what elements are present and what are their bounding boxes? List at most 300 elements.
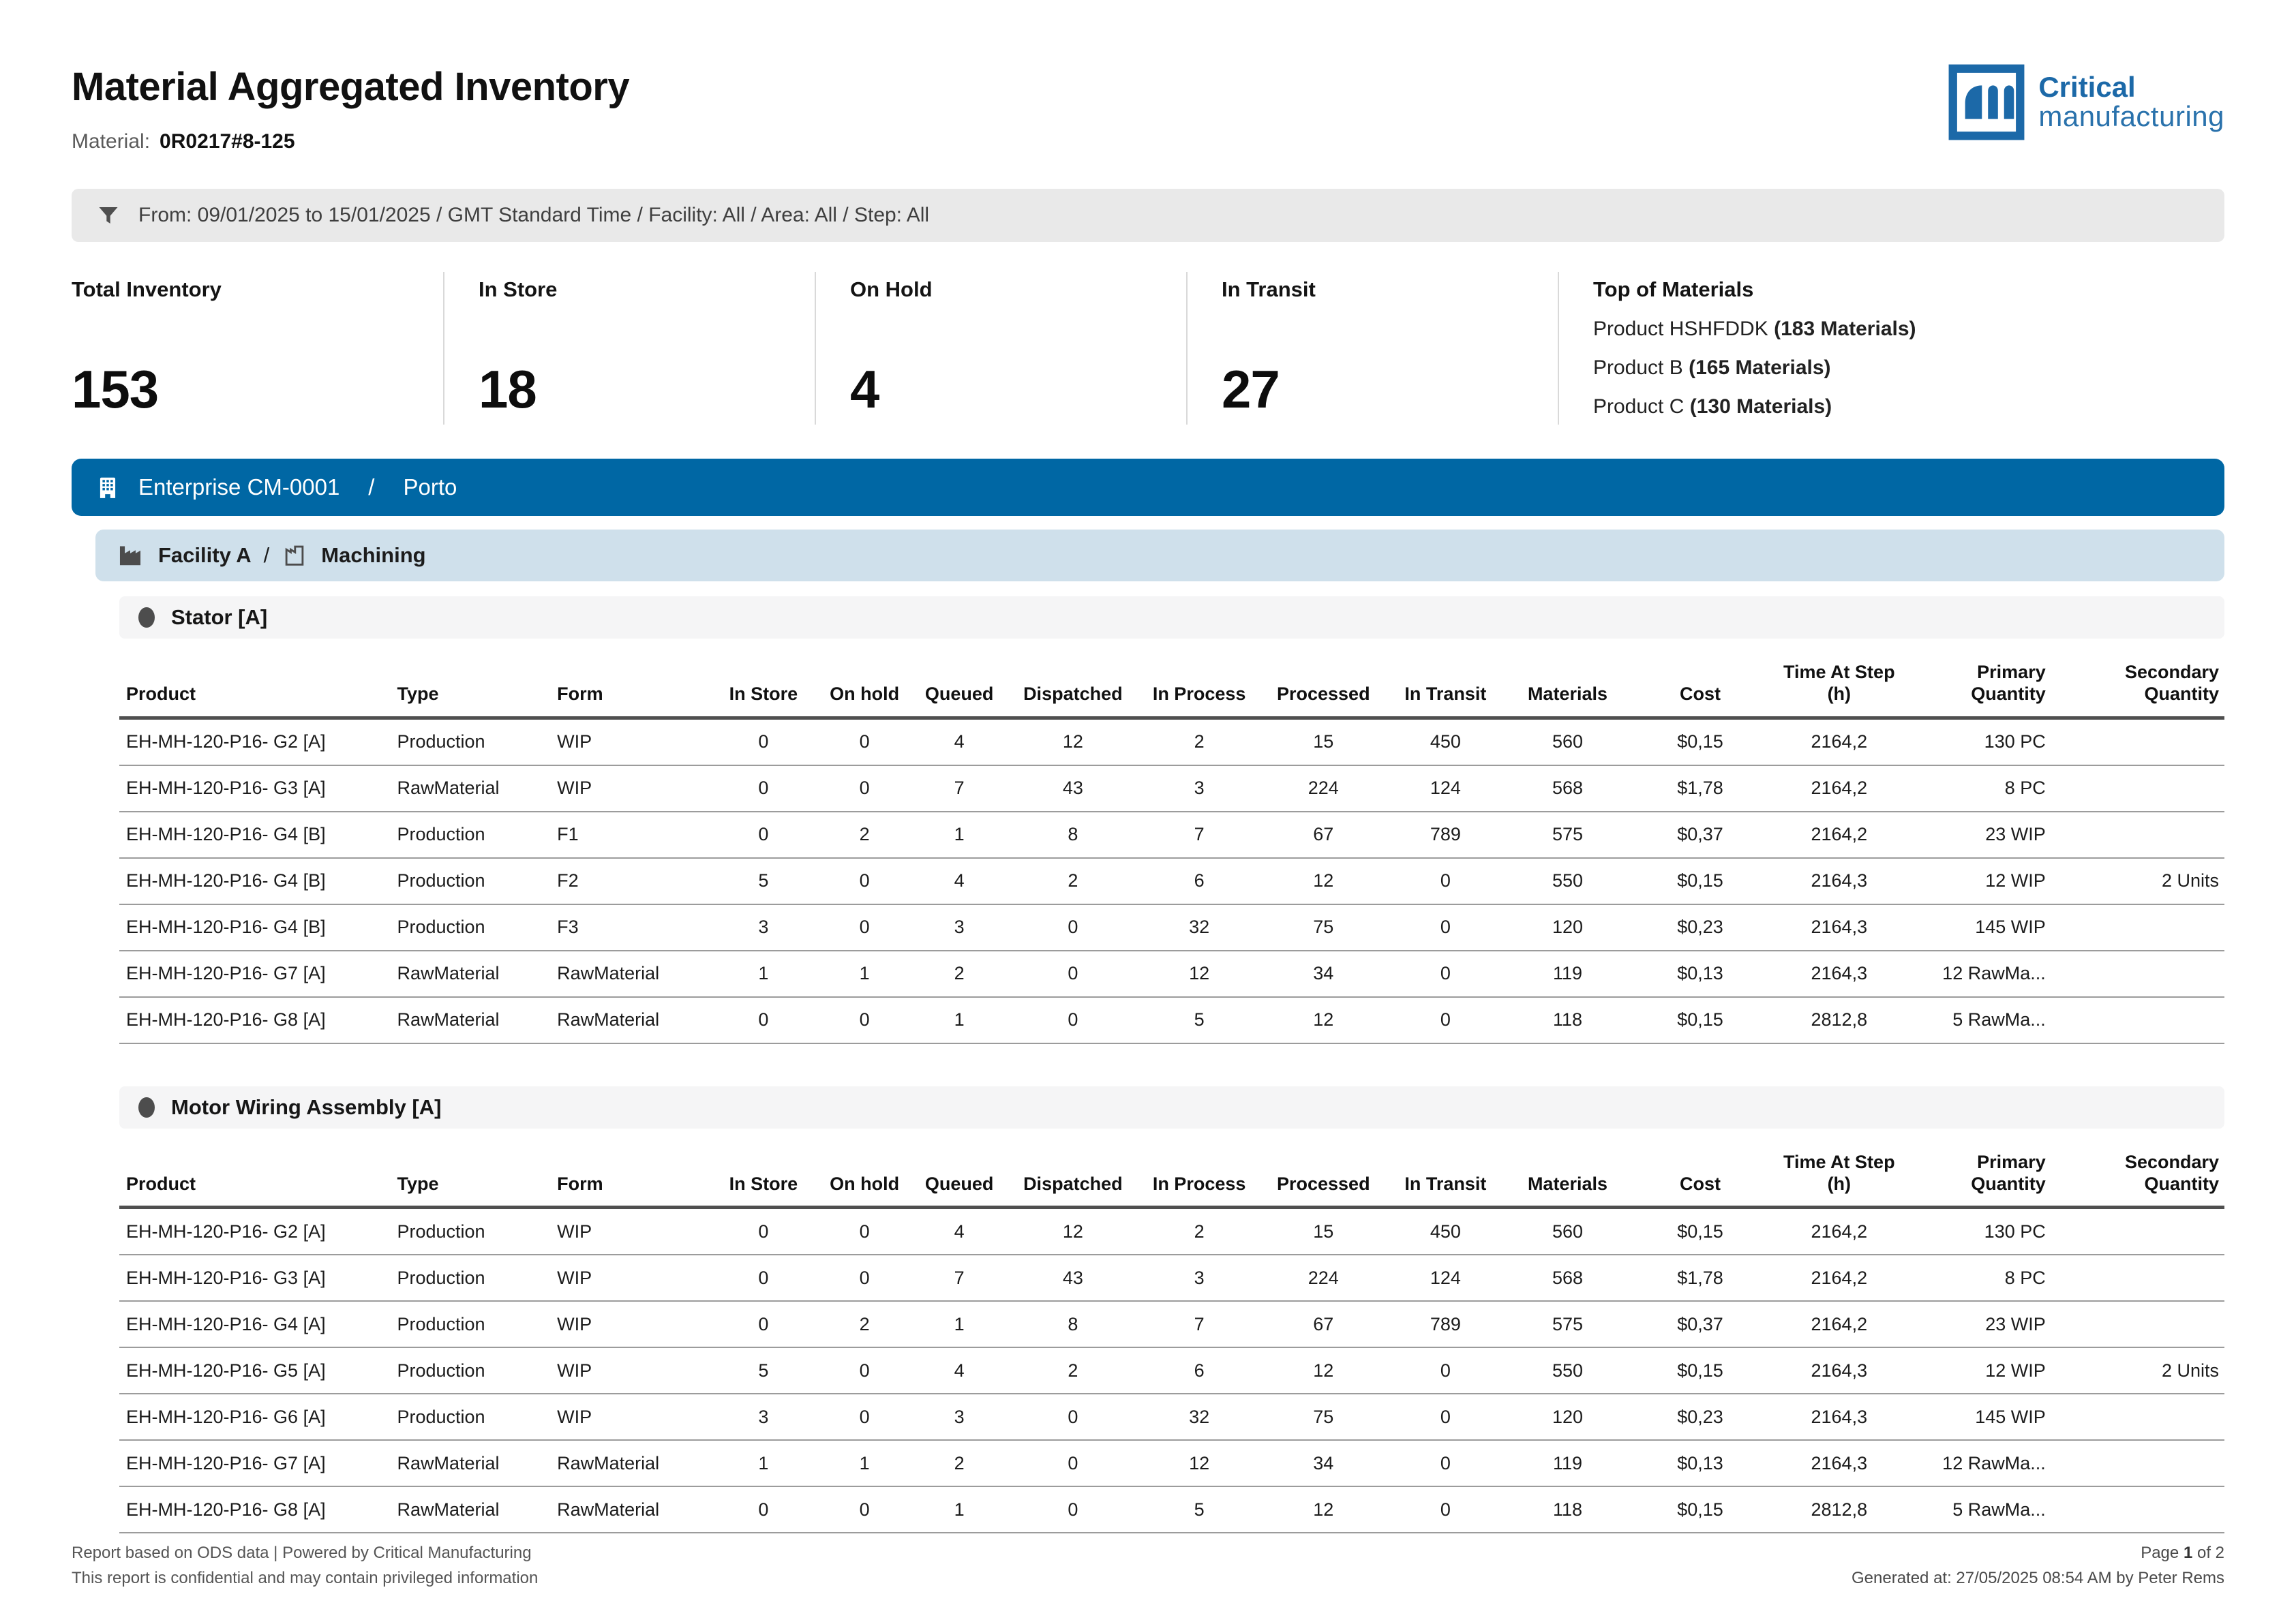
material-line (72, 130, 629, 153)
table-cell: 1 (911, 1301, 1008, 1347)
table-cell: 2 (818, 812, 911, 858)
table-cell: F1 (553, 812, 709, 858)
table-cell (2077, 1440, 2224, 1486)
footer-right (1852, 1540, 2224, 1591)
table-cell: 6 (1138, 1347, 1260, 1394)
table-cell: 5 (709, 1347, 819, 1394)
table-cell: 0 (709, 1486, 819, 1533)
table-cell: 560 (1505, 1208, 1631, 1255)
column-header: On hold (818, 1129, 911, 1208)
table-cell: EH-MH-120-P16- G4 [A] (119, 1301, 393, 1347)
table-cell: 2164,3 (1770, 1394, 1909, 1440)
table-cell (2077, 812, 2224, 858)
summary-card-total-inventory (72, 272, 443, 425)
section-title: Motor Wiring Assembly [A] (171, 1095, 442, 1119)
table-cell: Production (393, 812, 553, 858)
column-header: Form (553, 1129, 709, 1208)
table-cell: 2164,3 (1770, 858, 1909, 904)
table-cell: 12 (1138, 1440, 1260, 1486)
summary-row (72, 272, 2224, 425)
table-cell: 3 (911, 904, 1008, 951)
table-cell: 0 (1387, 858, 1505, 904)
table-cell: 67 (1260, 1301, 1387, 1347)
table-cell: 0 (1387, 904, 1505, 951)
filter-text: From: 09/01/2025 to 15/01/2025 / GMT Standard Time / Facility: All / Area: All / Step: All (138, 204, 930, 226)
table-cell: $0,23 (1631, 1394, 1770, 1440)
area-name: Machining (321, 543, 426, 567)
table-row (119, 812, 2224, 858)
table-cell: $1,78 (1631, 1255, 1770, 1301)
table-cell: 0 (1387, 1486, 1505, 1533)
table-cell: 0 (1008, 904, 1138, 951)
column-header: Cost (1631, 639, 1770, 718)
table-cell: 43 (1008, 1255, 1138, 1301)
table-cell (2077, 1486, 2224, 1533)
table-cell: 450 (1387, 1208, 1505, 1255)
table-cell: $0,37 (1631, 1301, 1770, 1347)
table-cell: WIP (553, 1347, 709, 1394)
table-cell: 0 (1008, 1486, 1138, 1533)
table-row (119, 951, 2224, 997)
table-cell: 8 PC (1909, 765, 2077, 812)
table-row (119, 1301, 2224, 1347)
table-row (119, 718, 2224, 765)
area-icon (282, 542, 307, 568)
table-cell: 15 (1260, 718, 1387, 765)
critical-manufacturing-logo-icon (1948, 64, 2025, 140)
table-cell: 130 PC (1909, 1208, 2077, 1255)
table-cell: EH-MH-120-P16- G8 [A] (119, 997, 393, 1043)
table-cell: EH-MH-120-P16- G4 [B] (119, 904, 393, 951)
table-cell: 2 Units (2077, 1347, 2224, 1394)
table-cell: 12 RawMa... (1909, 1440, 2077, 1486)
table-cell (2077, 997, 2224, 1043)
column-header: Secondary Quantity (2077, 639, 2224, 718)
table-cell: EH-MH-120-P16- G7 [A] (119, 951, 393, 997)
table-cell: 450 (1387, 718, 1505, 765)
table-cell: 560 (1505, 718, 1631, 765)
table-row (119, 997, 2224, 1043)
table-row (119, 1394, 2224, 1440)
section-bullet-icon (138, 1097, 155, 1118)
table-cell: 12 (1260, 1347, 1387, 1394)
column-header: In Process (1138, 639, 1260, 718)
table-cell: 2 (911, 1440, 1008, 1486)
filter-bar (72, 189, 2224, 242)
table-cell: $0,15 (1631, 997, 1770, 1043)
table-cell: 12 RawMa... (1909, 951, 2077, 997)
column-header: Cost (1631, 1129, 1770, 1208)
report-footer (72, 1540, 2224, 1591)
material-label: Material: (72, 130, 151, 153)
company-logo (1948, 64, 2224, 140)
table-cell: 575 (1505, 1301, 1631, 1347)
table-cell: Production (393, 1394, 553, 1440)
table-header-row (119, 639, 2224, 718)
table-cell: $0,37 (1631, 812, 1770, 858)
column-header: Dispatched (1008, 639, 1138, 718)
table-cell: 0 (818, 1486, 911, 1533)
table-cell: 12 (1138, 951, 1260, 997)
column-header: In Transit (1387, 1129, 1505, 1208)
table-cell: 118 (1505, 1486, 1631, 1533)
table-cell: 2 (1138, 718, 1260, 765)
column-header: Time At Step (h) (1770, 639, 1909, 718)
table-cell: 2 (1008, 1347, 1138, 1394)
table-cell: 568 (1505, 765, 1631, 812)
table-cell: Production (393, 1347, 553, 1394)
table-cell: 8 (1008, 812, 1138, 858)
table-cell: Production (393, 904, 553, 951)
table-cell: 12 (1008, 718, 1138, 765)
table-cell: 2 (1008, 858, 1138, 904)
table-cell: 12 (1260, 1486, 1387, 1533)
column-header: In Process (1138, 1129, 1260, 1208)
table-cell: 2164,3 (1770, 904, 1909, 951)
table-cell: 12 (1260, 997, 1387, 1043)
table-cell: RawMaterial (553, 997, 709, 1043)
table-cell: EH-MH-120-P16- G6 [A] (119, 1394, 393, 1440)
table-cell: 2 Units (2077, 858, 2224, 904)
table-cell: $1,78 (1631, 765, 1770, 812)
table-cell: RawMaterial (393, 951, 553, 997)
table-cell: 145 WIP (1909, 1394, 2077, 1440)
enterprise-bar (72, 459, 2224, 516)
table-cell: 0 (1387, 1394, 1505, 1440)
table-cell: 0 (1387, 951, 1505, 997)
table-cell: 2164,2 (1770, 1255, 1909, 1301)
table-cell: 2 (911, 951, 1008, 997)
table-cell: 0 (818, 1394, 911, 1440)
table-cell: F2 (553, 858, 709, 904)
table-cell: F3 (553, 904, 709, 951)
summary-label: In Transit (1222, 277, 1316, 301)
column-header: Processed (1260, 639, 1387, 718)
table-cell: 7 (1138, 812, 1260, 858)
column-header: Secondary Quantity (2077, 1129, 2224, 1208)
table-cell: 0 (818, 858, 911, 904)
table-cell: 0 (1008, 951, 1138, 997)
top-materials-panel (1558, 272, 2224, 425)
top-material-item: Product B (165 Materials) (1593, 356, 1831, 379)
table-cell: 1 (911, 812, 1008, 858)
table-cell: 224 (1260, 1255, 1387, 1301)
table-cell: Production (393, 1301, 553, 1347)
table-cell: Production (393, 1208, 553, 1255)
summary-value: 4 (850, 359, 879, 419)
enterprise-name: Enterprise CM-0001 (138, 474, 340, 500)
summary-value: 18 (479, 359, 537, 419)
table-cell: EH-MH-120-P16- G2 [A] (119, 718, 393, 765)
table-cell: 1 (818, 1440, 911, 1486)
table-cell: 4 (911, 718, 1008, 765)
table-cell: 2164,3 (1770, 1347, 1909, 1394)
table-cell: 118 (1505, 997, 1631, 1043)
table-cell: 3 (709, 1394, 819, 1440)
table-cell: 568 (1505, 1255, 1631, 1301)
table-cell: 2 (1138, 1208, 1260, 1255)
table-cell: 145 WIP (1909, 904, 2077, 951)
table-cell: RawMaterial (553, 1486, 709, 1533)
table-cell: 2812,8 (1770, 997, 1909, 1043)
table-cell: 5 RawMa... (1909, 997, 2077, 1043)
table-cell: 5 (1138, 997, 1260, 1043)
logo-line2: manufacturing (2038, 100, 2224, 132)
table-cell: 23 WIP (1909, 812, 2077, 858)
table-cell (2077, 718, 2224, 765)
top-material-item: Product C (130 Materials) (1593, 395, 1832, 418)
table-cell: 0 (1008, 997, 1138, 1043)
summary-value: 153 (72, 359, 159, 419)
summary-card-in-transit (1186, 272, 1558, 425)
table-cell: 75 (1260, 904, 1387, 951)
column-header: On hold (818, 639, 911, 718)
table-cell: 8 PC (1909, 1255, 2077, 1301)
table-cell: 1 (709, 951, 819, 997)
table-cell: 2164,2 (1770, 1208, 1909, 1255)
table-cell: 4 (911, 1208, 1008, 1255)
column-header: Form (553, 639, 709, 718)
table-cell: 0 (818, 718, 911, 765)
footer-confidential-line: This report is confidential and may contain privileged information (72, 1568, 539, 1587)
table-cell: 3 (709, 904, 819, 951)
table-cell: 0 (818, 1208, 911, 1255)
table-header-row (119, 1129, 2224, 1208)
table-cell: 119 (1505, 951, 1631, 997)
section-bullet-icon (138, 607, 155, 628)
table-cell: EH-MH-120-P16- G7 [A] (119, 1440, 393, 1486)
column-header: Materials (1505, 639, 1631, 718)
page-of: of 2 (2196, 1543, 2224, 1562)
column-header: Product (119, 639, 393, 718)
table-cell: WIP (553, 1208, 709, 1255)
site-name: Porto (403, 474, 457, 500)
table-row (119, 1208, 2224, 1255)
table-cell: 119 (1505, 1440, 1631, 1486)
table-cell: 6 (1138, 858, 1260, 904)
page-label: Page (2141, 1543, 2179, 1562)
table-cell: 124 (1387, 765, 1505, 812)
table-cell: 0 (818, 1347, 911, 1394)
column-header: Queued (911, 1129, 1008, 1208)
section-header-motor-wiring-assembly (119, 1086, 2224, 1129)
table-cell: EH-MH-120-P16- G4 [B] (119, 812, 393, 858)
footer-source-line: Report based on ODS data | Powered by Critical Manufacturing (72, 1543, 532, 1562)
table-row (119, 904, 2224, 951)
column-header: Type (393, 639, 553, 718)
breadcrumb-separator: / (368, 474, 375, 500)
title-block (72, 60, 629, 153)
table-cell: 0 (818, 904, 911, 951)
table-cell (2077, 765, 2224, 812)
table-cell: $0,13 (1631, 1440, 1770, 1486)
footer-left (72, 1540, 538, 1591)
table-cell: 120 (1505, 904, 1631, 951)
summary-label: On Hold (850, 277, 933, 301)
table-cell: 34 (1260, 1440, 1387, 1486)
table-row (119, 858, 2224, 904)
column-header: In Store (709, 1129, 819, 1208)
table-cell (2077, 904, 2224, 951)
table-cell: 124 (1387, 1255, 1505, 1301)
table-cell (2077, 1255, 2224, 1301)
table-cell: 1 (911, 1486, 1008, 1533)
table-cell: 789 (1387, 812, 1505, 858)
table-cell: 2164,3 (1770, 951, 1909, 997)
table-cell: EH-MH-120-P16- G4 [B] (119, 858, 393, 904)
table-cell: EH-MH-120-P16- G3 [A] (119, 765, 393, 812)
top-materials-title: Top of Materials (1593, 277, 1754, 301)
table-cell: 3 (1138, 765, 1260, 812)
summary-card-in-store (443, 272, 815, 425)
table-cell: 43 (1008, 765, 1138, 812)
table-cell (2077, 1208, 2224, 1255)
table-cell: 32 (1138, 1394, 1260, 1440)
table-cell: 4 (911, 858, 1008, 904)
table-cell: 2164,2 (1770, 1301, 1909, 1347)
generated-line: Generated at: 27/05/2025 08:54 AM by Peter Rems (1851, 1568, 2224, 1587)
table-cell: 550 (1505, 858, 1631, 904)
table-row (119, 1440, 2224, 1486)
table-cell: Production (393, 1255, 553, 1301)
table-row (119, 1486, 2224, 1533)
table-cell: $0,15 (1631, 1208, 1770, 1255)
table-cell: 12 WIP (1909, 858, 2077, 904)
table-cell: 0 (709, 1301, 819, 1347)
facility-name: Facility A (158, 543, 252, 567)
page-title: Material Aggregated Inventory (72, 65, 630, 109)
table-cell: EH-MH-120-P16- G8 [A] (119, 1486, 393, 1533)
table-cell: $0,15 (1631, 1486, 1770, 1533)
table-cell: RawMaterial (393, 1486, 553, 1533)
table-cell: 0 (818, 765, 911, 812)
table-cell: 2164,2 (1770, 718, 1909, 765)
table-cell: 4 (911, 1347, 1008, 1394)
table-cell: 1 (911, 997, 1008, 1043)
table-cell: 0 (709, 1255, 819, 1301)
top-materials-list (1593, 318, 2224, 418)
table-cell: 2164,3 (1770, 1440, 1909, 1486)
top-material-item: Product HSHFDDK (183 Materials) (1593, 318, 1916, 340)
table-cell: Production (393, 858, 553, 904)
table-cell: 12 (1008, 1208, 1138, 1255)
table-cell: 7 (911, 765, 1008, 812)
table-cell (2077, 951, 2224, 997)
table-cell: 0 (1008, 1394, 1138, 1440)
table-cell: 3 (1138, 1255, 1260, 1301)
table-cell: 0 (818, 997, 911, 1043)
material-value: 0R0217#8-125 (160, 130, 295, 153)
filter-funnel-icon (96, 203, 121, 228)
table-cell: EH-MH-120-P16- G3 [A] (119, 1255, 393, 1301)
section-header-stator (119, 596, 2224, 639)
table-cell: 5 (709, 858, 819, 904)
page-number: 1 (2183, 1543, 2193, 1562)
table-cell: 0 (818, 1255, 911, 1301)
table-row (119, 1347, 2224, 1394)
table-cell: 15 (1260, 1208, 1387, 1255)
enterprise-building-icon (95, 474, 121, 500)
section-title: Stator [A] (171, 605, 268, 629)
column-header: In Store (709, 639, 819, 718)
column-header: Processed (1260, 1129, 1387, 1208)
table-cell: 575 (1505, 812, 1631, 858)
column-header: Queued (911, 639, 1008, 718)
inventory-table-motor-wiring-assembly (119, 1129, 2224, 1534)
table-cell: $0,23 (1631, 904, 1770, 951)
table-cell: RawMaterial (393, 765, 553, 812)
table-cell: 1 (709, 1440, 819, 1486)
table-cell: 2812,8 (1770, 1486, 1909, 1533)
table-row (119, 1255, 2224, 1301)
table-cell: 2164,2 (1770, 765, 1909, 812)
table-cell: 789 (1387, 1301, 1505, 1347)
table-row (119, 765, 2224, 812)
table-cell: 550 (1505, 1347, 1631, 1394)
table-cell: 0 (709, 765, 819, 812)
column-header: Dispatched (1008, 1129, 1138, 1208)
table-cell: 0 (1008, 1440, 1138, 1486)
table-cell: 3 (911, 1394, 1008, 1440)
table-cell: $0,15 (1631, 858, 1770, 904)
table-cell: 34 (1260, 951, 1387, 997)
column-header: Primary Quantity (1909, 639, 2077, 718)
summary-label: In Store (479, 277, 558, 301)
table-cell: $0,15 (1631, 1347, 1770, 1394)
table-cell: 0 (1387, 1440, 1505, 1486)
table-cell: 224 (1260, 765, 1387, 812)
table-cell: WIP (553, 765, 709, 812)
column-header: In Transit (1387, 639, 1505, 718)
column-header: Product (119, 1129, 393, 1208)
table-cell: WIP (553, 1301, 709, 1347)
table-cell: 7 (1138, 1301, 1260, 1347)
column-header: Primary Quantity (1909, 1129, 2077, 1208)
facility-factory-icon (117, 542, 143, 568)
table-cell: $0,13 (1631, 951, 1770, 997)
column-header: Type (393, 1129, 553, 1208)
table-cell: $0,15 (1631, 718, 1770, 765)
table-cell: 130 PC (1909, 718, 2077, 765)
table-cell: 0 (709, 812, 819, 858)
table-cell: EH-MH-120-P16- G5 [A] (119, 1347, 393, 1394)
table-cell: 23 WIP (1909, 1301, 2077, 1347)
table-cell: WIP (553, 718, 709, 765)
table-cell: 5 (1138, 1486, 1260, 1533)
page-indicator (1852, 1540, 2224, 1565)
table-cell: 1 (818, 951, 911, 997)
table-cell: RawMaterial (553, 1440, 709, 1486)
table-cell: 75 (1260, 1394, 1387, 1440)
table-cell: 0 (709, 1208, 819, 1255)
table-cell: 8 (1008, 1301, 1138, 1347)
table-cell (2077, 1301, 2224, 1347)
table-cell: 12 WIP (1909, 1347, 2077, 1394)
table-cell: 0 (1387, 1347, 1505, 1394)
table-cell: RawMaterial (393, 1440, 553, 1486)
summary-card-on-hold (815, 272, 1186, 425)
inventory-table-stator (119, 639, 2224, 1044)
table-cell: Production (393, 718, 553, 765)
table-cell: 0 (709, 997, 819, 1043)
table-cell: RawMaterial (553, 951, 709, 997)
report-header (72, 60, 2224, 153)
table-cell: 0 (709, 718, 819, 765)
column-header: Materials (1505, 1129, 1631, 1208)
table-cell: 120 (1505, 1394, 1631, 1440)
summary-value: 27 (1222, 359, 1280, 419)
table-cell: 32 (1138, 904, 1260, 951)
